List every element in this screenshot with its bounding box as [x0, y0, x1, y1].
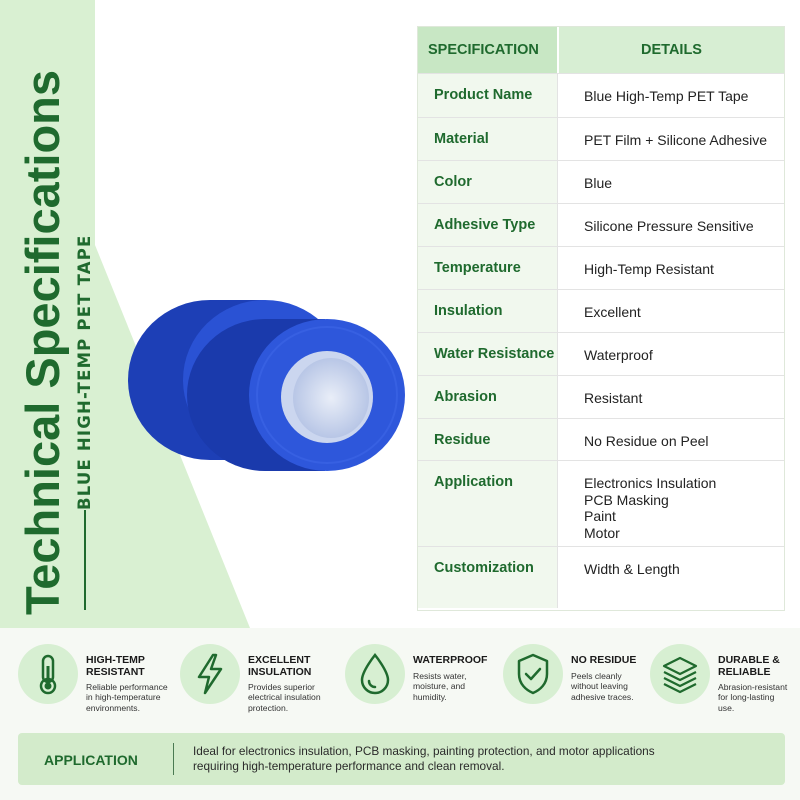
spec-key: Color	[418, 161, 557, 203]
table-row	[418, 332, 784, 375]
spec-key: Residue	[418, 419, 557, 460]
page-title: Technical Specifications	[16, 69, 69, 615]
spec-value: Width & Length	[557, 547, 784, 608]
lightning-icon	[180, 644, 240, 704]
application-label: APPLICATION	[44, 752, 138, 768]
feature-waterproof	[345, 644, 495, 722]
spec-value: Excellent	[557, 290, 784, 332]
feature-durable	[650, 644, 795, 722]
thermometer-icon	[18, 644, 78, 704]
spec-key: Material	[418, 118, 557, 160]
spec-value: Blue High-Temp PET Tape	[557, 74, 784, 117]
table-row	[418, 375, 784, 418]
subtitle-divider	[84, 510, 86, 610]
feature-no-residue	[503, 644, 653, 722]
spec-value: High-Temp Resistant	[557, 247, 784, 289]
application-bar	[18, 733, 785, 785]
feature-description: Abrasion-resistant for long-lasting use.	[718, 682, 788, 713]
spec-value: Waterproof	[557, 333, 784, 375]
page-subtitle: BLUE HIGH-TEMP PET TAPE	[75, 234, 94, 510]
feature-high-temp	[18, 644, 168, 722]
table-row	[418, 460, 784, 546]
spec-key: Temperature	[418, 247, 557, 289]
spec-key: Water Resistance	[418, 333, 557, 375]
table-row	[418, 117, 784, 160]
spec-key: Insulation	[418, 290, 557, 332]
feature-title: EXCELLENT INSULATION	[248, 654, 312, 678]
spec-key: Adhesive Type	[418, 204, 557, 246]
product-image-tape-rolls	[115, 270, 405, 480]
table-row	[418, 160, 784, 203]
feature-description: Peels cleanly without leaving adhesive traces.	[571, 671, 634, 702]
spec-value: Blue	[557, 161, 784, 203]
spec-key: Product Name	[418, 74, 557, 117]
table-row	[418, 246, 784, 289]
application-text: Ideal for electronics insulation, PCB masking, painting protection, and motor applications requiring high-temperature performance and clean removal.	[193, 744, 655, 773]
table-row	[418, 289, 784, 332]
table-header	[418, 27, 784, 73]
feature-description: Reliable performance in high-temperature environments.	[86, 682, 168, 713]
spec-value: Electronics Insulation PCB Masking Paint Motor	[557, 461, 784, 546]
feature-title: WATERPROOF	[413, 654, 488, 666]
table-row	[418, 418, 784, 460]
table-body	[418, 73, 784, 608]
feature-insulation	[180, 644, 330, 722]
spec-key: Application	[418, 461, 557, 546]
specification-table	[417, 26, 785, 611]
spec-value: Resistant	[557, 376, 784, 418]
spec-value: PET Film + Silicone Adhesive	[557, 118, 784, 160]
application-divider	[173, 743, 174, 775]
header-details: DETAILS	[557, 27, 784, 73]
spec-value: No Residue on Peel	[557, 419, 784, 460]
feature-title: HIGH-TEMP RESISTANT	[86, 654, 145, 678]
spec-value: Silicone Pressure Sensitive	[557, 204, 784, 246]
table-row	[418, 73, 784, 117]
shield-check-icon	[503, 644, 563, 704]
layers-icon	[650, 644, 710, 704]
table-row	[418, 203, 784, 246]
feature-description: Resists water, moisture, and humidity.	[413, 671, 467, 702]
feature-title: DURABLE & RELIABLE	[718, 654, 780, 678]
table-row	[418, 546, 784, 608]
feature-description: Provides superior electrical insulation protection.	[248, 682, 321, 713]
spec-key: Abrasion	[418, 376, 557, 418]
spec-key: Customization	[418, 547, 557, 608]
feature-title: NO RESIDUE	[571, 654, 637, 666]
water-drop-icon	[345, 644, 405, 704]
header-specification: SPECIFICATION	[418, 27, 557, 73]
